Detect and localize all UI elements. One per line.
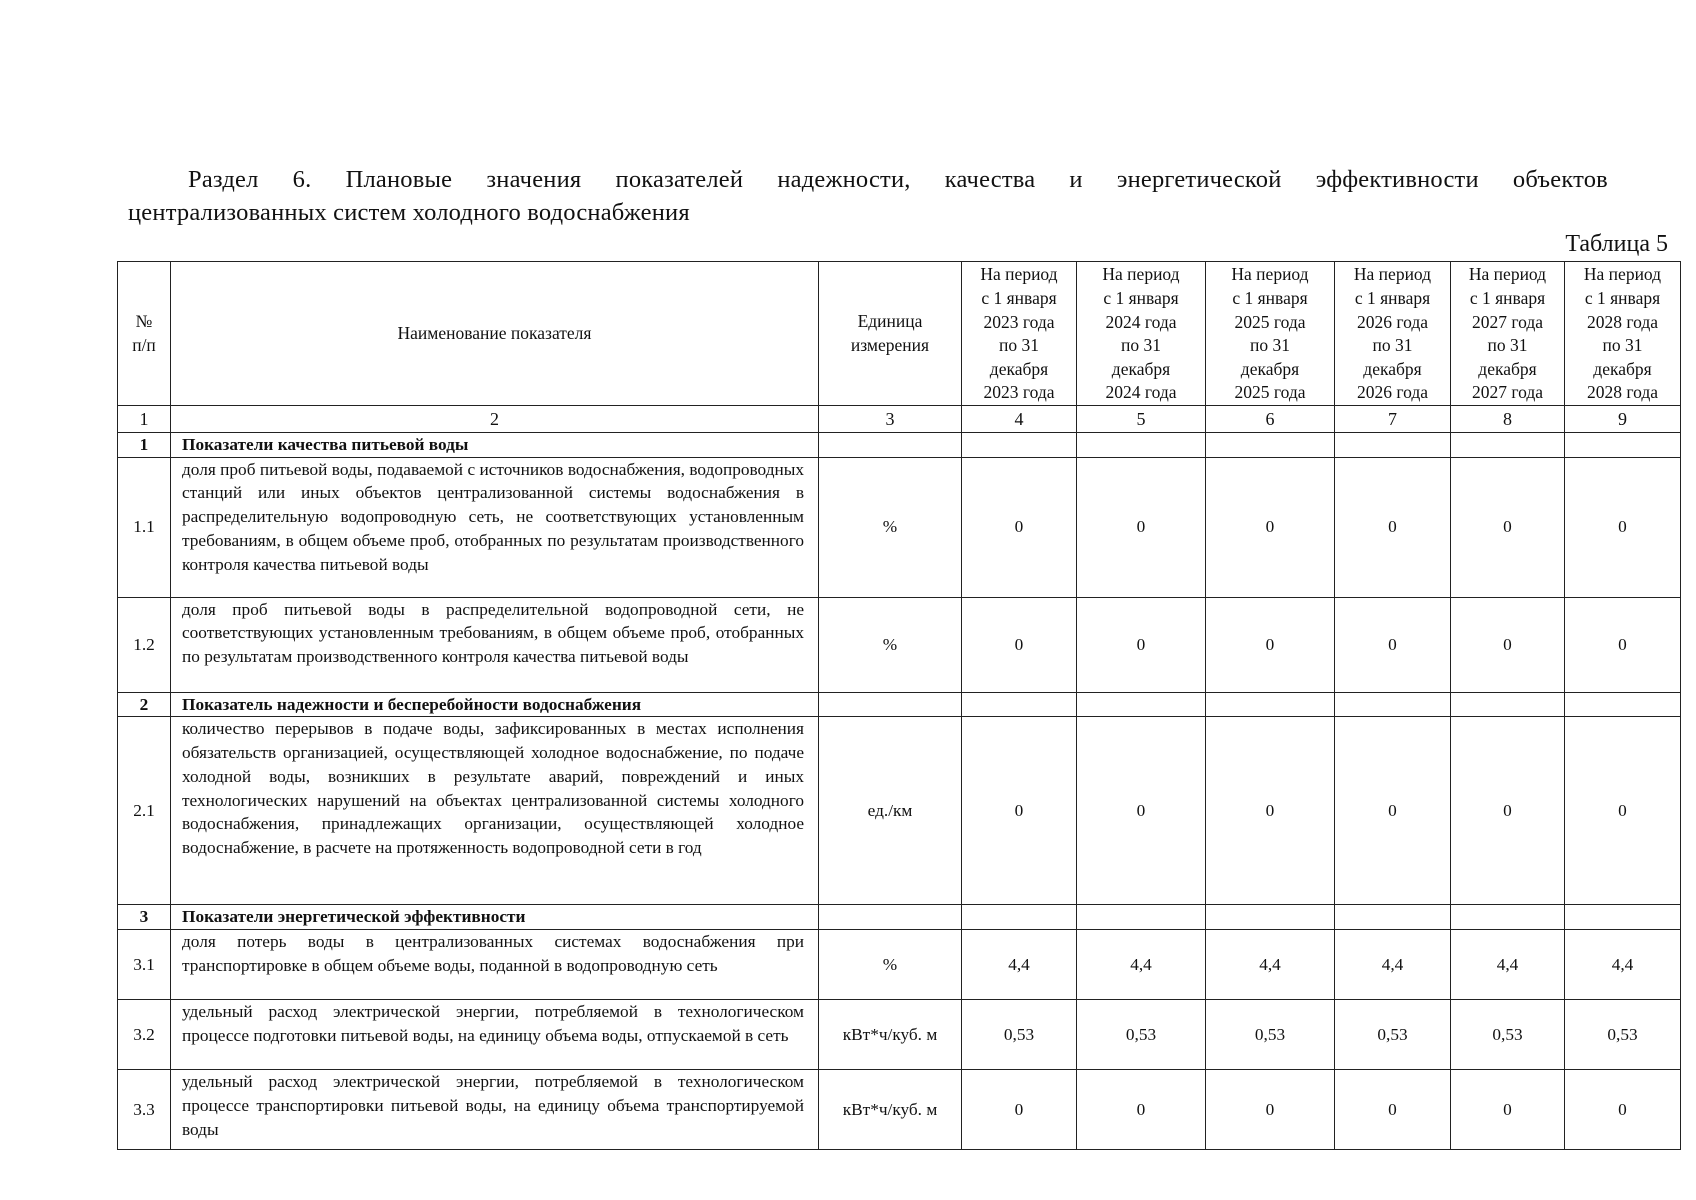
value-cell: 4,4 bbox=[1565, 930, 1681, 1000]
row-number: 2 bbox=[118, 692, 171, 717]
value-cell: 0,53 bbox=[1077, 1000, 1206, 1070]
header-period-3: На период с 1 января 2025 года по 31 декабря 2025 года bbox=[1206, 262, 1335, 406]
column-number: 6 bbox=[1206, 406, 1335, 433]
row-number: 1 bbox=[118, 433, 171, 458]
header-period-5: На период с 1 января 2027 года по 31 декабря 2027 года bbox=[1451, 262, 1565, 406]
section-title: Показатель надежности и бесперебойности водоснабжения bbox=[171, 692, 819, 717]
indicator-name: доля потерь воды в централизованных системах водоснабжения при транспортировке в общем объеме воды, поданной в водопроводную сеть bbox=[171, 930, 819, 1000]
value-cell: 0 bbox=[1077, 597, 1206, 692]
heading-word: 6. bbox=[292, 166, 312, 193]
value-cell: 4,4 bbox=[1206, 930, 1335, 1000]
value-cell bbox=[1335, 692, 1451, 717]
value-cell: 0 bbox=[1335, 717, 1451, 905]
header-unit: Единица измерения bbox=[819, 262, 962, 406]
value-cell: 0 bbox=[962, 457, 1077, 597]
value-cell bbox=[1206, 692, 1335, 717]
column-number: 3 bbox=[819, 406, 962, 433]
value-cell bbox=[1077, 692, 1206, 717]
header-period-1: На период с 1 января 2023 года по 31 декабря 2023 года bbox=[962, 262, 1077, 406]
heading-word: энергетической bbox=[1116, 166, 1282, 193]
value-cell: 0 bbox=[1206, 597, 1335, 692]
value-cell bbox=[1077, 905, 1206, 930]
heading-word: показателей bbox=[615, 166, 744, 193]
heading-word: эффективности bbox=[1315, 166, 1479, 193]
value-cell: 0 bbox=[1451, 597, 1565, 692]
unit-cell: % bbox=[819, 597, 962, 692]
unit-cell: кВт*ч/куб. м bbox=[819, 1070, 962, 1150]
section-row bbox=[118, 905, 1681, 930]
column-number: 9 bbox=[1565, 406, 1681, 433]
indicator-row bbox=[118, 1070, 1681, 1150]
section-heading-line-2: централизованных систем холодного водоснабжения bbox=[128, 199, 690, 226]
value-cell: 0 bbox=[1565, 717, 1681, 905]
column-number-row bbox=[118, 406, 1681, 433]
section-title: Показатели энергетической эффективности bbox=[171, 905, 819, 930]
value-cell: 0 bbox=[1077, 717, 1206, 905]
indicator-row bbox=[118, 930, 1681, 1000]
unit-cell: % bbox=[819, 457, 962, 597]
value-cell bbox=[1077, 433, 1206, 458]
value-cell bbox=[962, 905, 1077, 930]
row-number: 3.3 bbox=[118, 1070, 171, 1150]
value-cell: 0 bbox=[1335, 1070, 1451, 1150]
value-cell: 0,53 bbox=[1451, 1000, 1565, 1070]
value-cell: 0 bbox=[1206, 457, 1335, 597]
value-cell bbox=[1451, 692, 1565, 717]
table-label: Таблица 5 bbox=[1565, 231, 1668, 257]
value-cell: 4,4 bbox=[962, 930, 1077, 1000]
header-period-4: На период с 1 января 2026 года по 31 декабря 2026 года bbox=[1335, 262, 1451, 406]
value-cell bbox=[1565, 692, 1681, 717]
table-header-row bbox=[118, 262, 1681, 406]
column-number: 2 bbox=[171, 406, 819, 433]
indicator-name: удельный расход электрической энергии, потребляемой в технологическом процессе подготовки питьевой воды, на единицу объема воды, отпускаемой в сеть bbox=[171, 1000, 819, 1070]
value-cell: 0 bbox=[1565, 457, 1681, 597]
unit-cell bbox=[819, 905, 962, 930]
value-cell bbox=[1451, 905, 1565, 930]
value-cell: 0,53 bbox=[1206, 1000, 1335, 1070]
indicator-name: доля проб питьевой воды в распределительной водопроводной сети, не соответствующих установленным требованиям, в общем объеме проб, отобранных по результатам производственного контроля качества питьевой воды bbox=[171, 597, 819, 692]
value-cell: 0 bbox=[1565, 597, 1681, 692]
value-cell: 0 bbox=[962, 717, 1077, 905]
row-number: 1.2 bbox=[118, 597, 171, 692]
indicator-row bbox=[118, 597, 1681, 692]
row-number: 3.1 bbox=[118, 930, 171, 1000]
heading-word: объектов bbox=[1512, 166, 1608, 193]
value-cell: 0,53 bbox=[962, 1000, 1077, 1070]
row-number: 3 bbox=[118, 905, 171, 930]
value-cell: 0 bbox=[1206, 1070, 1335, 1150]
value-cell: 4,4 bbox=[1077, 930, 1206, 1000]
value-cell bbox=[1206, 433, 1335, 458]
value-cell: 4,4 bbox=[1451, 930, 1565, 1000]
unit-cell bbox=[819, 433, 962, 458]
column-number: 4 bbox=[962, 406, 1077, 433]
section-row bbox=[118, 692, 1681, 717]
column-number: 1 bbox=[118, 406, 171, 433]
section-heading-line-1 bbox=[128, 163, 1608, 196]
value-cell: 0 bbox=[962, 1070, 1077, 1150]
indicator-name: доля проб питьевой воды, подаваемой с источников водоснабжения, водопроводных станций или иных объектов централизованной системы водоснабжения в распределительную водопроводную сеть, не соответствующих установленным требованиям, в общем объеме проб, отобранных по результатам производственного контроля качества питьевой воды bbox=[171, 457, 819, 597]
value-cell: 0 bbox=[1565, 1070, 1681, 1150]
section-heading bbox=[128, 163, 1608, 229]
value-cell: 0 bbox=[1451, 1070, 1565, 1150]
section-row bbox=[118, 433, 1681, 458]
heading-word: значения bbox=[486, 166, 582, 193]
value-cell: 4,4 bbox=[1335, 930, 1451, 1000]
value-cell bbox=[1335, 905, 1451, 930]
column-number: 8 bbox=[1451, 406, 1565, 433]
section-title: Показатели качества питьевой воды bbox=[171, 433, 819, 458]
value-cell: 0 bbox=[1077, 457, 1206, 597]
indicators-table bbox=[117, 261, 1681, 1150]
value-cell: 0 bbox=[1335, 457, 1451, 597]
indicator-name: удельный расход электрической энергии, потребляемой в технологическом процессе транспортировки питьевой воды, на единицу объема транспортируемой воды bbox=[171, 1070, 819, 1150]
indicator-row bbox=[118, 717, 1681, 905]
value-cell: 0 bbox=[1451, 717, 1565, 905]
value-cell: 0 bbox=[1335, 597, 1451, 692]
unit-cell bbox=[819, 692, 962, 717]
indicator-row bbox=[118, 1000, 1681, 1070]
value-cell bbox=[1206, 905, 1335, 930]
unit-cell: кВт*ч/куб. м bbox=[819, 1000, 962, 1070]
heading-word: Раздел bbox=[188, 166, 259, 193]
value-cell bbox=[1565, 905, 1681, 930]
unit-cell: ед./км bbox=[819, 717, 962, 905]
value-cell: 0,53 bbox=[1335, 1000, 1451, 1070]
value-cell bbox=[1565, 433, 1681, 458]
indicator-row bbox=[118, 457, 1681, 597]
row-number: 1.1 bbox=[118, 457, 171, 597]
value-cell bbox=[1451, 433, 1565, 458]
value-cell: 0 bbox=[1077, 1070, 1206, 1150]
heading-word: Плановые bbox=[345, 166, 453, 193]
heading-word: и bbox=[1069, 166, 1083, 193]
value-cell: 0 bbox=[1451, 457, 1565, 597]
value-cell: 0 bbox=[1206, 717, 1335, 905]
column-number: 5 bbox=[1077, 406, 1206, 433]
value-cell: 0,53 bbox=[1565, 1000, 1681, 1070]
unit-cell: % bbox=[819, 930, 962, 1000]
indicator-name: количество перерывов в подаче воды, зафиксированных в местах исполнения обязательств организацией, осуществляющей холодное водоснабжение, по подаче холодной воды, возникших в результате аварий, повреждений и иных технологических нарушений на объектах централизованной системы холодного водоснабжения, принадлежащих организации, осуществляющей холодное водоснабжение, в расчете на протяженность водопроводной сети в год bbox=[171, 717, 819, 905]
value-cell: 0 bbox=[962, 597, 1077, 692]
column-number: 7 bbox=[1335, 406, 1451, 433]
heading-word: надежности, bbox=[777, 166, 911, 193]
header-num: № п/п bbox=[118, 262, 171, 406]
value-cell bbox=[962, 433, 1077, 458]
value-cell bbox=[1335, 433, 1451, 458]
row-number: 3.2 bbox=[118, 1000, 171, 1070]
header-period-2: На период с 1 января 2024 года по 31 декабря 2024 года bbox=[1077, 262, 1206, 406]
header-name: Наименование показателя bbox=[171, 262, 819, 406]
value-cell bbox=[962, 692, 1077, 717]
row-number: 2.1 bbox=[118, 717, 171, 905]
heading-word: качества bbox=[944, 166, 1036, 193]
header-period-6: На период с 1 января 2028 года по 31 декабря 2028 года bbox=[1565, 262, 1681, 406]
